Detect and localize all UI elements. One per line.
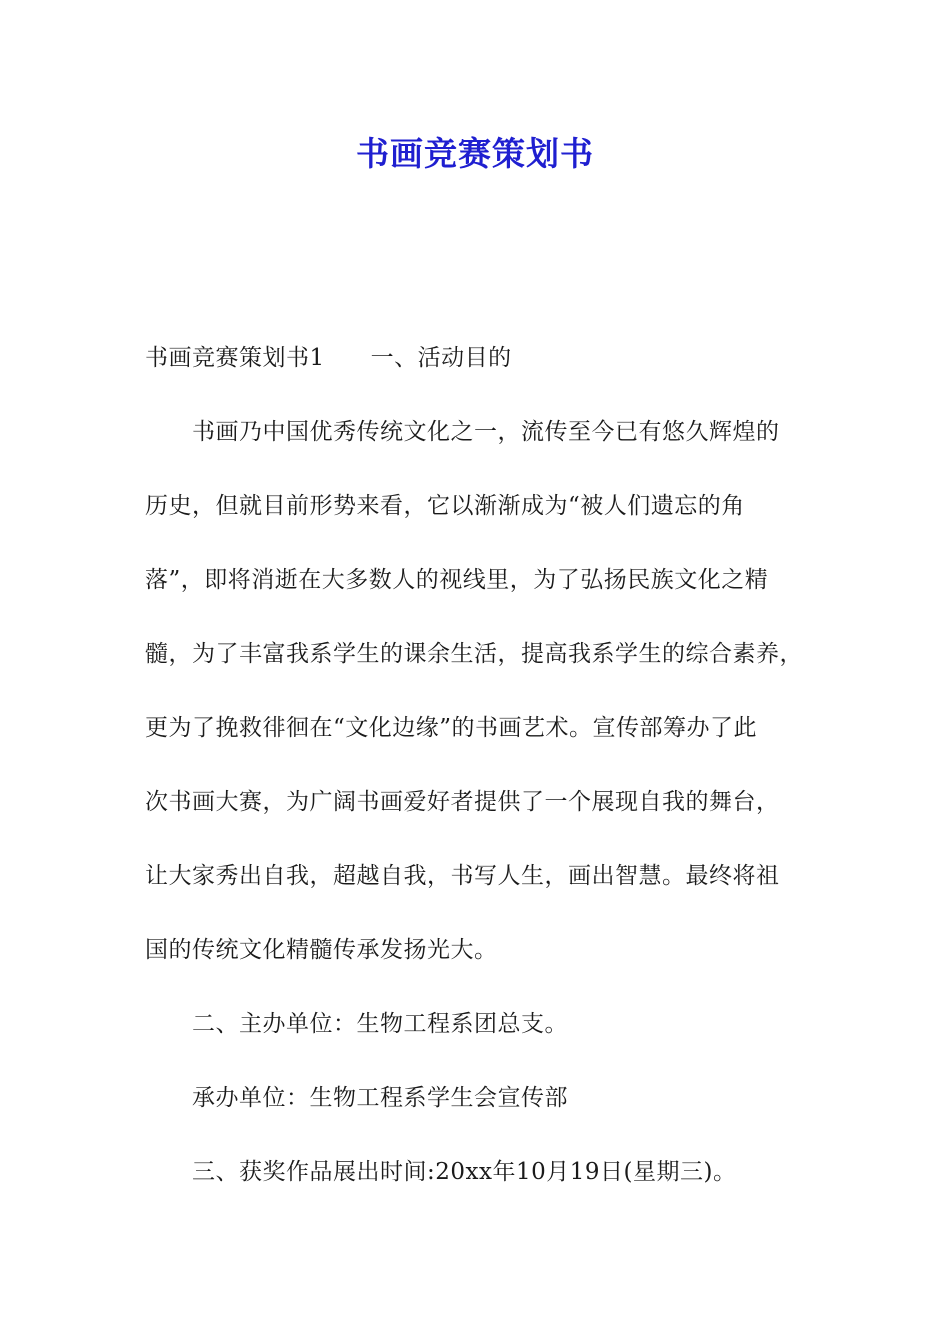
paragraph-line: 次书画大赛，为广阔书画爱好者提供了一个展现自我的舞台， — [145, 789, 780, 815]
paragraph-line: 让大家秀出自我，超越自我，书写人生，画出智慧。最终将祖 — [145, 863, 780, 889]
document-body — [145, 338, 825, 1226]
paragraph-line: 国的传统文化精髓传承发扬光大。 — [145, 937, 498, 963]
organizer-line: 二、主办单位：生物工程系团总支。 — [192, 1011, 568, 1037]
paragraph-line: 书画乃中国优秀传统文化之一，流传至今已有悠久辉煌的 — [192, 419, 780, 445]
section-heading-line — [145, 338, 825, 412]
exhibition-time-line: 三、获奖作品展出时间:20xx年10月19日(星期三)。 — [192, 1159, 737, 1185]
paragraph-line: 历史，但就目前形势来看，它以渐渐成为“被人们遗忘的角 — [145, 493, 745, 519]
heading-activity-purpose: 一、活动目的 — [370, 345, 512, 371]
paragraph-line: 髓，为了丰富我系学生的课余生活，提高我系学生的综合素养， — [145, 641, 803, 667]
paragraph-line: 更为了挽救徘徊在“文化边缘”的书画艺术。宣传部筹办了此 — [145, 715, 758, 741]
page-title: 书画竞赛策划书 — [356, 134, 594, 173]
co-organizer-line: 承办单位：生物工程系学生会宣传部 — [192, 1085, 568, 1111]
paragraph-line: 落”，即将消逝在大多数人的视线里，为了弘扬民族文化之精 — [145, 567, 769, 593]
section-label: 书画竞赛策划书1 — [145, 345, 325, 371]
